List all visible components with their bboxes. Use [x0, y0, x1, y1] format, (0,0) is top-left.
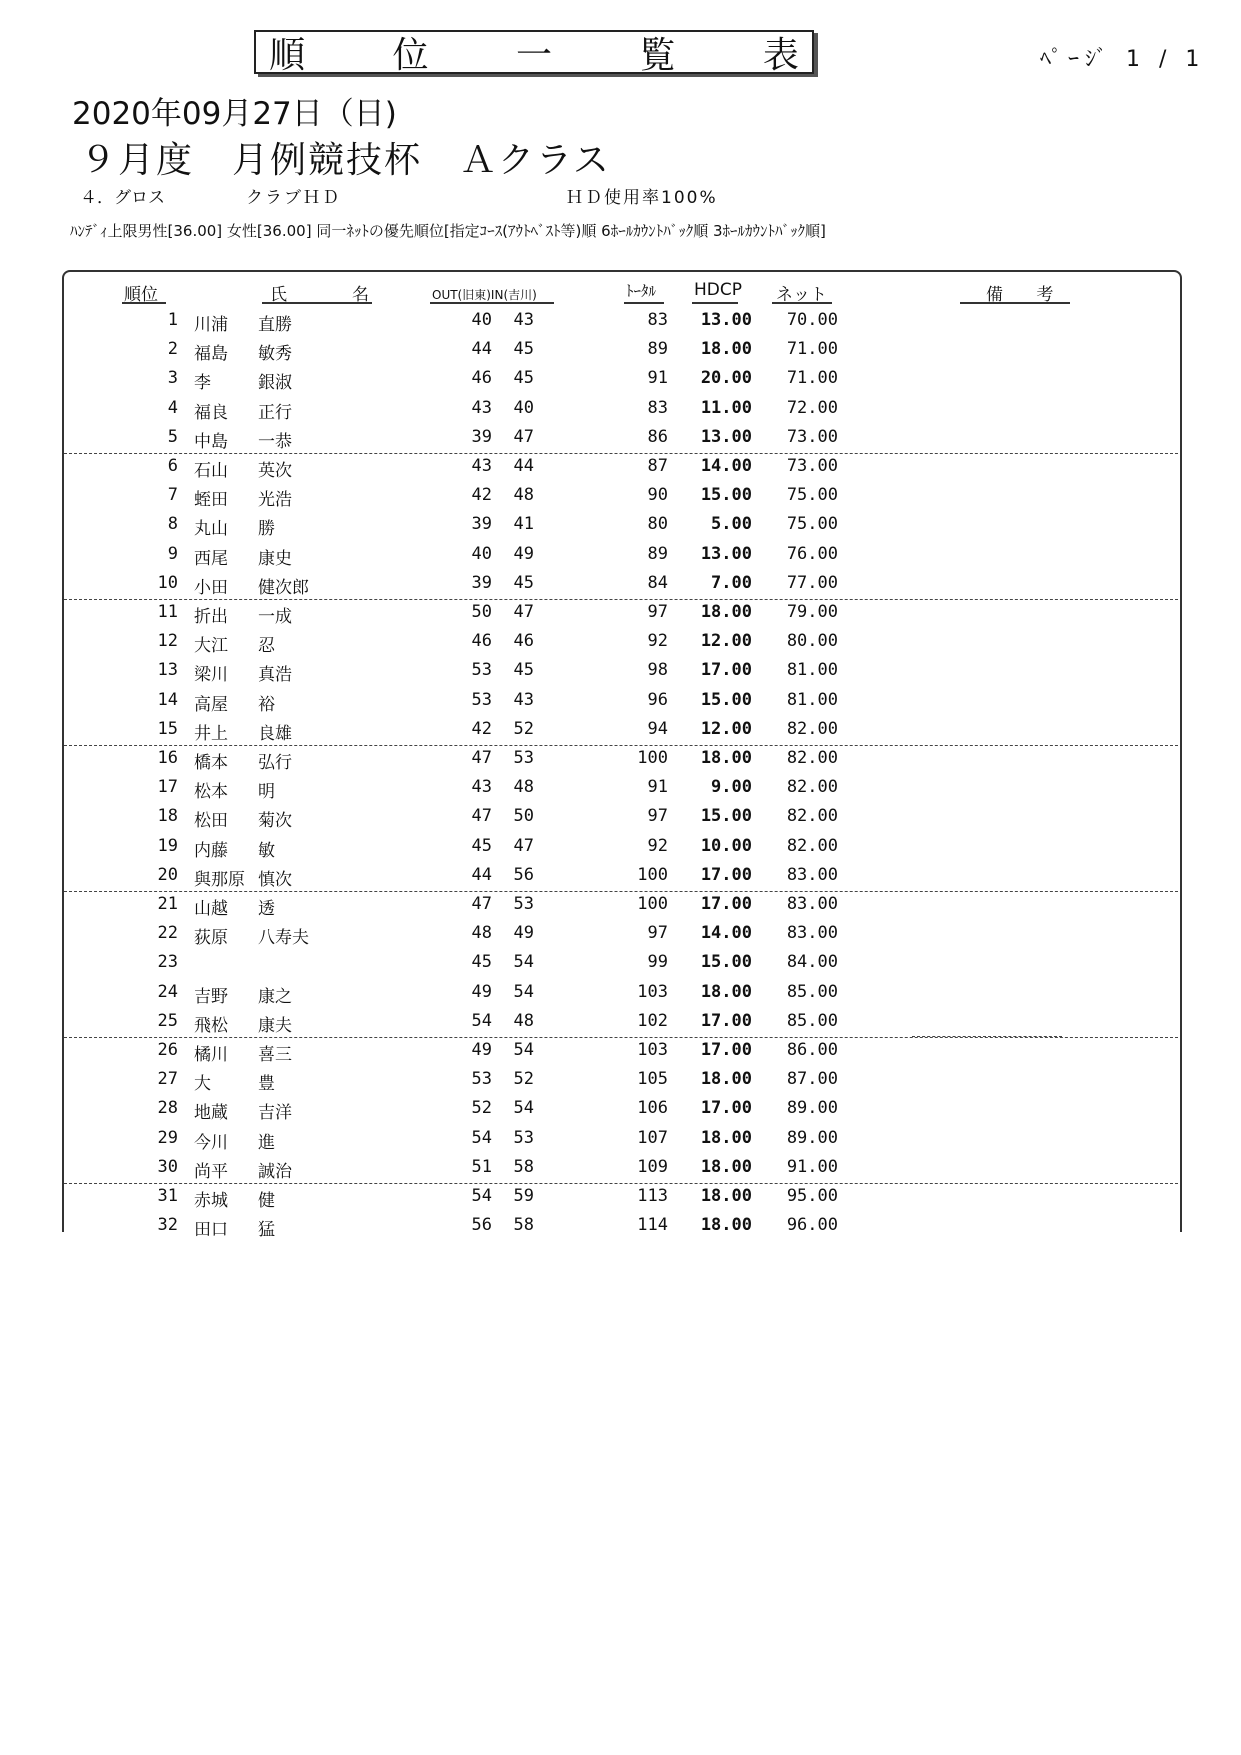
- total-score-cell: 100: [637, 748, 668, 768]
- rank-cell: 5: [167, 426, 178, 447]
- out-score-cell: 48: [471, 923, 492, 944]
- surname-cell: 蛭田: [194, 490, 228, 511]
- hdcp-cell: 18.00: [700, 339, 752, 360]
- hdcp-cell: 14.00: [700, 456, 752, 476]
- surname-cell: 李: [194, 373, 211, 394]
- in-score-cell: 43: [513, 310, 534, 330]
- hdcp-cell: 15.00: [700, 689, 752, 710]
- hdcp-cell: 18.00: [700, 981, 752, 1002]
- net-score-cell: 82.00: [786, 835, 838, 856]
- in-score-cell: 54: [513, 1040, 534, 1060]
- given-name-cell: 敏: [258, 840, 275, 861]
- hdcp-cell: 17.00: [700, 1010, 752, 1031]
- hdcp-cell: 13.00: [700, 426, 752, 447]
- in-score-cell: 44: [513, 456, 534, 476]
- rank-cell: 3: [167, 368, 178, 389]
- out-score-cell: 39: [471, 426, 492, 447]
- total-score-cell: 107: [637, 1127, 668, 1148]
- hdcp-cell: 18.00: [700, 602, 752, 622]
- rank-cell: 13: [157, 660, 178, 681]
- rank-cell: 31: [157, 1186, 178, 1206]
- hdcp-cell: 17.00: [700, 1098, 752, 1119]
- remarks-dashed-line: [912, 1036, 1062, 1037]
- given-name-cell: 一成: [258, 607, 292, 627]
- col-name-header-1: 氏: [270, 285, 287, 305]
- net-score-cell: 91.00: [786, 1156, 838, 1177]
- surname-cell: 西尾: [194, 548, 228, 569]
- surname-cell: 内藤: [194, 840, 228, 861]
- hdcp-cell: 18.00: [700, 748, 752, 768]
- given-name-cell: 直勝: [258, 315, 292, 335]
- rank-cell: 6: [167, 456, 178, 476]
- rank-cell: 20: [157, 864, 178, 885]
- in-score-cell: 48: [513, 1010, 534, 1031]
- out-score-cell: 47: [471, 748, 492, 768]
- given-name-cell: 勝: [258, 519, 275, 540]
- out-score-cell: 45: [471, 835, 492, 856]
- rank-cell: 19: [157, 835, 178, 856]
- out-score-cell: 47: [471, 894, 492, 914]
- rank-cell: 7: [167, 485, 178, 506]
- out-score-cell: 40: [471, 543, 492, 564]
- out-score-cell: 54: [471, 1127, 492, 1148]
- hdcp-cell: 17.00: [700, 894, 752, 914]
- given-name-cell: 康史: [258, 548, 292, 569]
- total-score-cell: 84: [647, 572, 668, 593]
- surname-cell: 尚平: [194, 1161, 228, 1182]
- out-score-cell: 54: [471, 1186, 492, 1206]
- surname-cell: 今川: [194, 1132, 228, 1153]
- given-name-cell: 吉洋: [258, 1103, 292, 1124]
- ranking-rules: ﾊﾝﾃﾞｨ上限男性[36.00] 女性[36.00] 同一ﾈｯﾄの優先順位[指定ｺｰｽ(ｱｳﾄﾍﾞｽﾄ等)順 6ﾎｰﾙｶｳﾝﾄﾊﾞｯｸ順 3ﾎｰﾙｶｳﾝﾄﾊﾞｯｸ順]: [70, 222, 826, 240]
- group-divider: [64, 1183, 1178, 1184]
- total-score-cell: 97: [647, 806, 668, 827]
- surname-cell: 橘川: [194, 1045, 228, 1065]
- in-score-cell: 54: [513, 952, 534, 973]
- total-score-cell: 102: [637, 1010, 668, 1031]
- in-score-cell: 46: [513, 631, 534, 652]
- page-title: 順 位 一 覧 表: [254, 30, 814, 74]
- out-score-cell: 54: [471, 1010, 492, 1031]
- surname-cell: 折出: [194, 607, 228, 627]
- net-score-cell: 83.00: [786, 894, 838, 914]
- out-score-cell: 53: [471, 1069, 492, 1090]
- rank-cell: 21: [157, 894, 178, 914]
- hdcp-cell: 10.00: [700, 835, 752, 856]
- given-name-cell: 透: [258, 899, 275, 919]
- given-name-cell: 銀淑: [258, 373, 292, 394]
- total-score-cell: 91: [647, 777, 668, 798]
- hdcp-cell: 18.00: [700, 1186, 752, 1206]
- col-total-header: ﾄｰﾀﾙ: [626, 282, 657, 300]
- col-rank-underline: [122, 302, 166, 304]
- surname-cell: 山越: [194, 899, 228, 919]
- given-name-cell: 忍: [258, 636, 275, 657]
- hdcp-cell: 5.00: [711, 514, 752, 535]
- hdcp-cell: 13.00: [700, 310, 752, 330]
- col-remarks-underline: [960, 302, 1070, 304]
- total-score-cell: 97: [647, 923, 668, 944]
- net-score-cell: 89.00: [786, 1127, 838, 1148]
- total-score-cell: 103: [637, 981, 668, 1002]
- page-number: ﾍﾟｰｼﾞ 1 / 1: [1040, 47, 1206, 72]
- in-score-cell: 59: [513, 1186, 534, 1206]
- rank-cell: 10: [157, 572, 178, 593]
- rank-cell: 28: [157, 1098, 178, 1119]
- net-score-cell: 75.00: [786, 485, 838, 506]
- total-score-cell: 92: [647, 835, 668, 856]
- col-remarks-header: 備 考: [986, 285, 1068, 305]
- given-name-cell: 光浩: [258, 490, 292, 511]
- surname-cell: 地蔵: [194, 1103, 228, 1124]
- net-score-cell: 83.00: [786, 923, 838, 944]
- hdcp-cell: 12.00: [700, 718, 752, 739]
- net-score-cell: 80.00: [786, 631, 838, 652]
- event-name: ９月度 月例競技杯 Ａクラス: [80, 140, 611, 181]
- out-score-cell: 40: [471, 310, 492, 330]
- hdcp-cell: 17.00: [700, 1040, 752, 1060]
- net-score-cell: 73.00: [786, 426, 838, 447]
- surname-cell: 荻原: [194, 928, 228, 949]
- in-score-cell: 47: [513, 602, 534, 622]
- rank-cell: 11: [157, 602, 178, 622]
- hdcp-cell: 18.00: [700, 1069, 752, 1090]
- given-name-cell: 裕: [258, 694, 275, 715]
- total-score-cell: 113: [637, 1186, 668, 1206]
- hdcp-cell: 11.00: [700, 397, 752, 418]
- net-score-cell: 76.00: [786, 543, 838, 564]
- in-score-cell: 47: [513, 835, 534, 856]
- net-score-cell: 79.00: [786, 602, 838, 622]
- given-name-cell: 康夫: [258, 1015, 292, 1036]
- rank-cell: 12: [157, 631, 178, 652]
- total-score-cell: 105: [637, 1069, 668, 1090]
- in-score-cell: 47: [513, 426, 534, 447]
- out-score-cell: 44: [471, 339, 492, 360]
- rank-cell: 22: [157, 923, 178, 944]
- rank-cell: 24: [157, 981, 178, 1002]
- total-score-cell: 94: [647, 718, 668, 739]
- net-score-cell: 82.00: [786, 806, 838, 827]
- in-score-cell: 58: [513, 1215, 534, 1236]
- net-score-cell: 77.00: [786, 572, 838, 593]
- given-name-cell: 康之: [258, 986, 292, 1007]
- competition-date: 2020年09月27日（日): [72, 96, 397, 132]
- rank-cell: 25: [157, 1010, 178, 1031]
- surname-cell: 松本: [194, 782, 228, 803]
- col-net-underline: [772, 302, 832, 304]
- net-score-cell: 70.00: [786, 310, 838, 330]
- total-score-cell: 100: [637, 864, 668, 885]
- col-out-in-underline: [430, 302, 554, 304]
- out-score-cell: 52: [471, 1098, 492, 1119]
- surname-cell: 井上: [194, 723, 228, 744]
- net-score-cell: 89.00: [786, 1098, 838, 1119]
- in-score-cell: 54: [513, 1098, 534, 1119]
- total-score-cell: 109: [637, 1156, 668, 1177]
- total-score-cell: 89: [647, 339, 668, 360]
- hdcp-cell: 18.00: [700, 1127, 752, 1148]
- net-score-cell: 95.00: [786, 1186, 838, 1206]
- in-score-cell: 52: [513, 1069, 534, 1090]
- given-name-cell: 健次郎: [258, 577, 309, 598]
- in-score-cell: 52: [513, 718, 534, 739]
- col-name-header-2: 名: [352, 285, 369, 305]
- surname-cell: 福良: [194, 402, 228, 423]
- given-name-cell: 真浩: [258, 665, 292, 686]
- rank-cell: 18: [157, 806, 178, 827]
- surname-cell: 丸山: [194, 519, 228, 540]
- group-divider: [64, 891, 1178, 892]
- handicap-rate: ＨＤ使用率100%: [566, 188, 718, 208]
- surname-cell: 赤城: [194, 1191, 228, 1211]
- total-score-cell: 99: [647, 952, 668, 973]
- out-score-cell: 43: [471, 777, 492, 798]
- net-score-cell: 82.00: [786, 748, 838, 768]
- net-score-cell: 86.00: [786, 1040, 838, 1060]
- given-name-cell: 敏秀: [258, 344, 292, 365]
- out-score-cell: 49: [471, 1040, 492, 1060]
- out-score-cell: 39: [471, 514, 492, 535]
- group-divider: [64, 599, 1178, 600]
- out-score-cell: 51: [471, 1156, 492, 1177]
- total-score-cell: 96: [647, 689, 668, 710]
- net-score-cell: 87.00: [786, 1069, 838, 1090]
- total-score-cell: 97: [647, 602, 668, 622]
- total-score-cell: 114: [637, 1215, 668, 1236]
- given-name-cell: 慎次: [258, 869, 292, 890]
- net-score-cell: 81.00: [786, 689, 838, 710]
- total-score-cell: 80: [647, 514, 668, 535]
- given-name-cell: 英次: [258, 461, 292, 481]
- in-score-cell: 45: [513, 660, 534, 681]
- hdcp-cell: 15.00: [700, 485, 752, 506]
- given-name-cell: 健: [258, 1191, 275, 1211]
- group-divider: [64, 745, 1178, 746]
- hdcp-cell: 20.00: [700, 368, 752, 389]
- surname-cell: 中島: [194, 431, 228, 452]
- rank-cell: 32: [157, 1215, 178, 1236]
- out-score-cell: 56: [471, 1215, 492, 1236]
- hdcp-cell: 17.00: [700, 864, 752, 885]
- surname-cell: 田口: [194, 1220, 228, 1241]
- net-score-cell: 82.00: [786, 777, 838, 798]
- col-name-underline: [262, 302, 372, 304]
- given-name-cell: 豊: [258, 1074, 275, 1095]
- rank-cell: 9: [167, 543, 178, 564]
- total-score-cell: 89: [647, 543, 668, 564]
- hdcp-cell: 15.00: [700, 952, 752, 973]
- total-score-cell: 83: [647, 397, 668, 418]
- surname-cell: 與那原: [194, 869, 245, 890]
- col-out-in-header: OUT(旧東)IN(吉川): [432, 288, 537, 302]
- in-score-cell: 49: [513, 923, 534, 944]
- given-name-cell: 菊次: [258, 811, 292, 832]
- total-score-cell: 83: [647, 310, 668, 330]
- out-score-cell: 43: [471, 456, 492, 476]
- given-name-cell: 明: [258, 782, 275, 803]
- col-hdcp-header: HDCP: [694, 280, 742, 300]
- out-score-cell: 53: [471, 689, 492, 710]
- rank-cell: 15: [157, 718, 178, 739]
- given-name-cell: 良雄: [258, 723, 292, 744]
- in-score-cell: 48: [513, 485, 534, 506]
- in-score-cell: 45: [513, 368, 534, 389]
- net-score-cell: 75.00: [786, 514, 838, 535]
- surname-cell: 小田: [194, 577, 228, 598]
- in-score-cell: 41: [513, 514, 534, 535]
- net-score-cell: 83.00: [786, 864, 838, 885]
- surname-cell: 川浦: [194, 315, 228, 335]
- surname-cell: 大江: [194, 636, 228, 657]
- in-score-cell: 45: [513, 572, 534, 593]
- hdcp-cell: 7.00: [711, 572, 752, 593]
- out-score-cell: 45: [471, 952, 492, 973]
- net-score-cell: 85.00: [786, 981, 838, 1002]
- rank-cell: 4: [167, 397, 178, 418]
- given-name-cell: 進: [258, 1132, 275, 1153]
- rank-cell: 30: [157, 1156, 178, 1177]
- out-score-cell: 47: [471, 806, 492, 827]
- rank-cell: 8: [167, 514, 178, 535]
- surname-cell: 松田: [194, 811, 228, 832]
- rank-cell: 27: [157, 1069, 178, 1090]
- out-score-cell: 39: [471, 572, 492, 593]
- total-score-cell: 103: [637, 1040, 668, 1060]
- net-score-cell: 73.00: [786, 456, 838, 476]
- in-score-cell: 53: [513, 1127, 534, 1148]
- given-name-cell: 誠治: [258, 1161, 292, 1182]
- net-score-cell: 82.00: [786, 718, 838, 739]
- net-score-cell: 81.00: [786, 660, 838, 681]
- out-score-cell: 43: [471, 397, 492, 418]
- col-rank-header: 順位: [124, 285, 158, 305]
- surname-cell: 石山: [194, 461, 228, 481]
- net-score-cell: 85.00: [786, 1010, 838, 1031]
- surname-cell: 橋本: [194, 753, 228, 773]
- given-name-cell: 正行: [258, 402, 292, 423]
- out-score-cell: 44: [471, 864, 492, 885]
- total-score-cell: 87: [647, 456, 668, 476]
- out-score-cell: 50: [471, 602, 492, 622]
- in-score-cell: 49: [513, 543, 534, 564]
- given-name-cell: 弘行: [258, 753, 292, 773]
- total-score-cell: 90: [647, 485, 668, 506]
- col-net-header: ネット: [776, 285, 827, 305]
- group-divider: [64, 453, 1178, 454]
- hdcp-cell: 12.00: [700, 631, 752, 652]
- surname-cell: 高屋: [194, 694, 228, 715]
- hdcp-cell: 18.00: [700, 1156, 752, 1177]
- hdcp-cell: 9.00: [711, 777, 752, 798]
- rank-cell: 26: [157, 1040, 178, 1060]
- in-score-cell: 43: [513, 689, 534, 710]
- total-score-cell: 86: [647, 426, 668, 447]
- rank-cell: 14: [157, 689, 178, 710]
- surname-cell: 飛松: [194, 1015, 228, 1036]
- net-score-cell: 96.00: [786, 1215, 838, 1236]
- given-name-cell: 猛: [258, 1220, 275, 1241]
- in-score-cell: 54: [513, 981, 534, 1002]
- total-score-cell: 92: [647, 631, 668, 652]
- net-score-cell: 72.00: [786, 397, 838, 418]
- hdcp-cell: 13.00: [700, 543, 752, 564]
- results-table: [62, 270, 1182, 1232]
- rank-cell: 23: [157, 952, 178, 973]
- out-score-cell: 42: [471, 485, 492, 506]
- total-score-cell: 100: [637, 894, 668, 914]
- given-name-cell: 喜三: [258, 1045, 292, 1065]
- hdcp-cell: 17.00: [700, 660, 752, 681]
- group-divider: [64, 1037, 1178, 1038]
- rank-cell: 29: [157, 1127, 178, 1148]
- out-score-cell: 49: [471, 981, 492, 1002]
- total-score-cell: 98: [647, 660, 668, 681]
- net-score-cell: 71.00: [786, 368, 838, 389]
- given-name-cell: 八寿夫: [258, 928, 309, 949]
- in-score-cell: 50: [513, 806, 534, 827]
- in-score-cell: 56: [513, 864, 534, 885]
- out-score-cell: 46: [471, 368, 492, 389]
- rank-cell: 1: [167, 310, 178, 330]
- in-score-cell: 48: [513, 777, 534, 798]
- surname-cell: 吉野: [194, 986, 228, 1007]
- surname-cell: 福島: [194, 344, 228, 365]
- handicap-type: クラブＨＤ: [246, 188, 341, 208]
- surname-cell: 梁川: [194, 665, 228, 686]
- in-score-cell: 45: [513, 339, 534, 360]
- hdcp-cell: 14.00: [700, 923, 752, 944]
- rank-cell: 2: [167, 339, 178, 360]
- given-name-cell: 一恭: [258, 431, 292, 452]
- total-score-cell: 91: [647, 368, 668, 389]
- out-score-cell: 42: [471, 718, 492, 739]
- in-score-cell: 53: [513, 748, 534, 768]
- out-score-cell: 46: [471, 631, 492, 652]
- in-score-cell: 58: [513, 1156, 534, 1177]
- in-score-cell: 40: [513, 397, 534, 418]
- rank-cell: 17: [157, 777, 178, 798]
- col-total-underline: [624, 302, 664, 304]
- rank-cell: 16: [157, 748, 178, 768]
- score-format: ４．グロス: [80, 188, 165, 208]
- in-score-cell: 53: [513, 894, 534, 914]
- col-hdcp-underline: [692, 302, 738, 304]
- total-score-cell: 106: [637, 1098, 668, 1119]
- hdcp-cell: 18.00: [700, 1215, 752, 1236]
- net-score-cell: 71.00: [786, 339, 838, 360]
- out-score-cell: 53: [471, 660, 492, 681]
- surname-cell: 大: [194, 1074, 211, 1095]
- net-score-cell: 84.00: [786, 952, 838, 973]
- hdcp-cell: 15.00: [700, 806, 752, 827]
